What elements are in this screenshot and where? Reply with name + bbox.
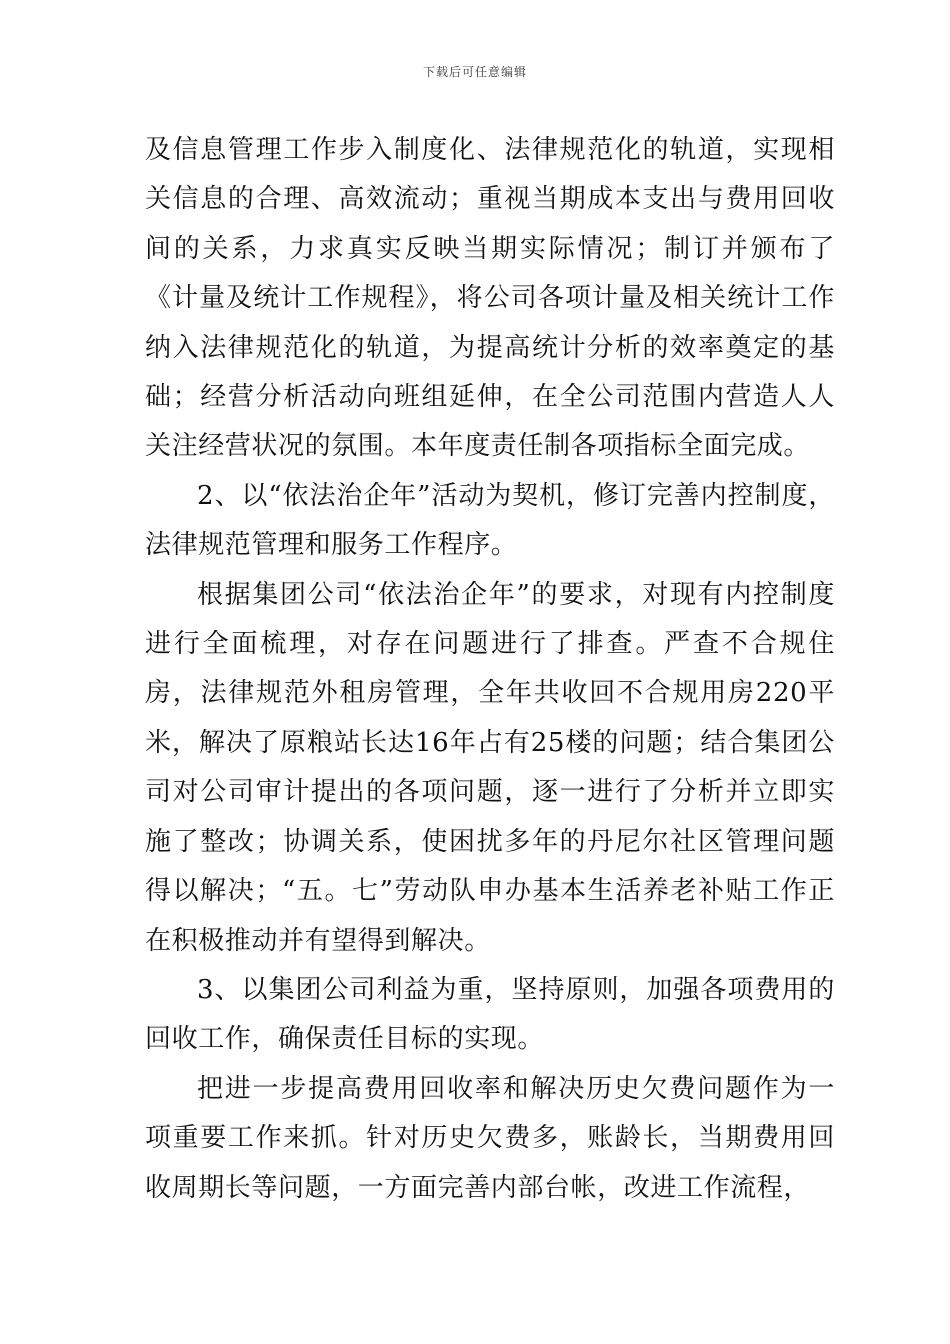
paragraph-3: 根据集团公司“依法治企年”的要求，对现有内控制度进行全面梳理，对存在问题进行了排查。严查不合规住房，法律规范外租房管理，全年共收回不合规用房220平米，解决了原粮站长达16年占有25楼的问题；结合集团公司对公司审计提出的各项问题，逐一进行了分析并立即实施了整改；协调关系，使困扰多年的丹尼尔社区管理问题得以解决；“五。七”劳动队申办基本生活养老补贴工作正在积极推动并有望得到解决。 [145,579,835,956]
paragraph-4-heading: 3、以集团公司利益为重，坚持原则，加强各项费用的回收工作，确保责任目标的实现。 [145,974,835,1055]
paragraph-2-heading: 2、以“依法治企年”活动为契机，修订完善内控制度，法律规范管理和服务工作程序。 [145,480,835,561]
paragraph-5: 把进一步提高费用回收率和解决历史欠费问题作为一项重要工作来抓。针对历史欠费多，账龄长，当期费用回收周期长等问题，一方面完善内部台帐，改进工作流程， [145,1073,835,1203]
page-header-note: 下载后可任意编辑 [422,65,527,79]
document-body [145,126,835,1213]
paragraph-1: 及信息管理工作步入制度化、法律规范化的轨道，实现相关信息的合理、高效流动；重视当期成本支出与费用回收间的关系，力求真实反映当期实际情况；制订并颁布了《计量及统计工作规程》，将公司各项计量及相关统计工作纳入法律规范化的轨道，为提高统计分析的效率奠定的基础；经营分析活动向班组延伸，在全公司范围内营造人人关注经营状况的氛围。本年度责任制各项指标全面完成。 [145,135,835,462]
